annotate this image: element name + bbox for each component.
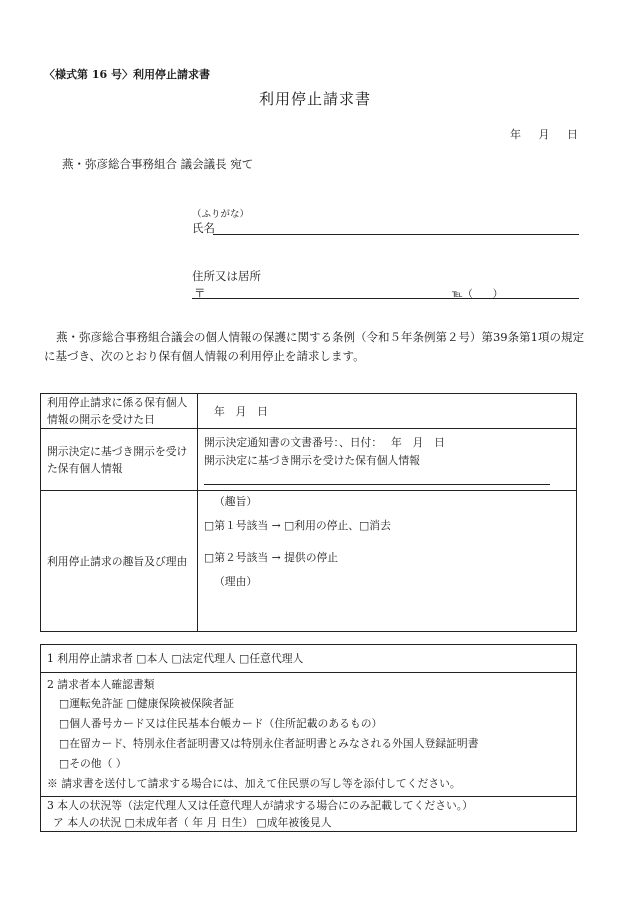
- postal-mark: 〒: [194, 286, 206, 300]
- address-field[interactable]: [192, 298, 579, 299]
- disclosed-info-field[interactable]: [198, 429, 577, 491]
- address-label: 住所又は居所: [192, 269, 261, 283]
- form-number-label: 〈様式第 16 号〉利用停止請求書: [44, 68, 210, 81]
- id-docs-line-3[interactable]: □在留カード、特別永住者証明書又は特別永住者証明書とみなされる外国人登録証明書: [59, 737, 479, 750]
- id-docs-line-4[interactable]: □その他（ ）: [59, 757, 127, 770]
- table-row: [41, 491, 577, 632]
- purpose-reason-label: 利用停止請求の趣旨及び理由: [41, 491, 198, 632]
- requester-row: [41, 645, 576, 673]
- id-docs-row: [41, 672, 576, 797]
- purpose-item-1[interactable]: □第１号該当 → □利用の停止、□消去: [204, 519, 391, 532]
- disclosed-info-line: 開示決定に基づき開示を受けた保有個人情報: [204, 454, 420, 467]
- disclosed-info-label: 開示決定に基づき開示を受けた保有個人情報: [41, 429, 198, 491]
- date-field[interactable]: 年 月 日: [510, 128, 578, 141]
- request-body-text: 燕・弥彦総合事務組合議会の個人情報の保護に関する条例（令和５年条例第２号）第39条第1項の規定に基づき、次のとおり保有個人情報の利用停止を請求します。: [44, 330, 584, 363]
- disclosed-info-input[interactable]: [204, 470, 550, 485]
- addressee: 燕・弥彦総合事務組合 議会議長 宛て: [62, 157, 254, 171]
- id-docs-line-2[interactable]: □個人番号カード又は住民基本台帳カード（住所記載のあるもの）: [59, 717, 383, 730]
- furigana-label: （ふりがな）: [192, 209, 250, 220]
- reason-heading: （理由）: [214, 575, 258, 588]
- request-details-table: [40, 393, 577, 632]
- id-docs-line-1[interactable]: □運転免許証 □健康保険被保険者証: [59, 697, 234, 710]
- requester-info-box: [40, 644, 577, 832]
- purpose-item-2[interactable]: □第２号該当 → 提供の停止: [204, 551, 339, 564]
- name-field[interactable]: [213, 234, 579, 235]
- status-row: [41, 796, 576, 831]
- disclosure-date-value: 年 月 日: [214, 404, 268, 418]
- table-row: [41, 394, 577, 429]
- requester-type[interactable]: 1 利用停止請求者 □本人 □法定代理人 □任意代理人: [47, 652, 304, 665]
- purpose-reason-field[interactable]: [198, 491, 577, 632]
- disclosure-date-field[interactable]: [198, 394, 577, 429]
- status-line[interactable]: ア 本人の状況 □未成年者（ 年 月 日生） □成年被後見人: [53, 816, 332, 829]
- notice-number-line: 開示決定通知書の文書番号：、日付： 年 月 日: [204, 436, 445, 449]
- purpose-heading: （趣旨）: [214, 495, 258, 508]
- status-heading: 3 本人の状況等（法定代理人又は任意代理人が請求する場合にのみ記載してください。）: [47, 799, 473, 812]
- name-label: 氏名: [192, 221, 215, 235]
- tel-label: ℡（ ）: [452, 289, 503, 300]
- page-title: 利用停止請求書: [258, 90, 371, 108]
- mail-note: ※ 請求書を送付して請求する場合には、加えて住民票の写し等を添付してください。: [47, 777, 461, 790]
- table-row: [41, 429, 577, 491]
- id-docs-heading: 2 請求者本人確認書類: [47, 678, 155, 691]
- disclosure-date-label: 利用停止請求に係る保有個人情報の開示を受けた日: [41, 394, 198, 429]
